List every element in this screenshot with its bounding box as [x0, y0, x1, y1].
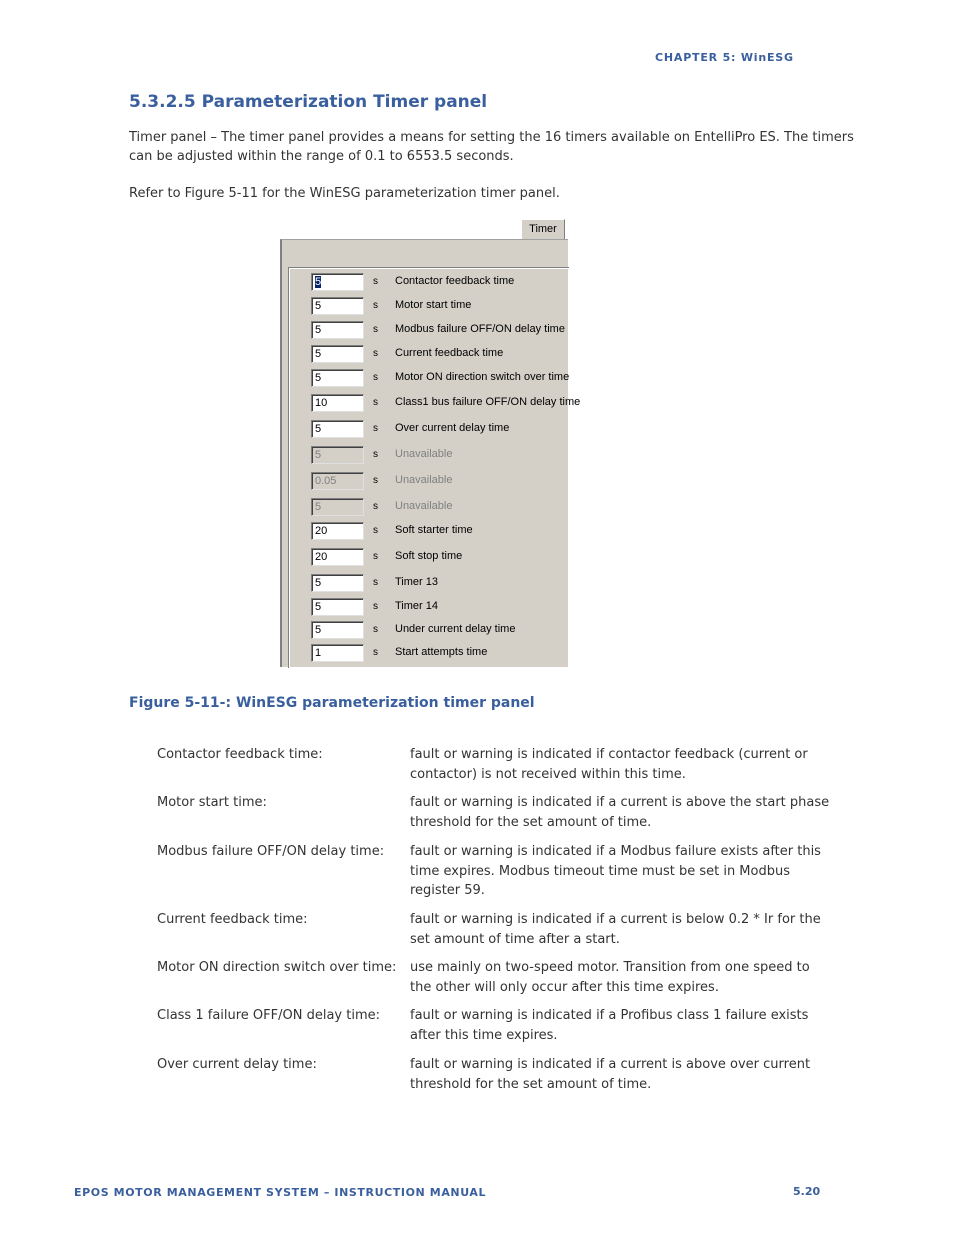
timer-unit-label: s — [373, 372, 378, 383]
timer-row — [311, 345, 573, 365]
definition-term: Motor ON direction switch over time: — [157, 960, 397, 975]
definition-term: Current feedback time: — [157, 912, 308, 927]
definition-term: Over current delay time: — [157, 1057, 317, 1072]
timer-value-input: 5 — [311, 498, 364, 516]
section-title: 5.3.2.5 Parameterization Timer panel — [129, 92, 488, 112]
timer-label: Soft starter time — [395, 524, 473, 536]
timer-row — [311, 420, 573, 440]
timer-unit-label: s — [373, 475, 378, 486]
timer-unit-label: s — [373, 525, 378, 536]
timer-label: Unavailable — [395, 448, 453, 460]
timer-row — [311, 574, 573, 594]
timer-label: Soft stop time — [395, 550, 463, 562]
timer-label: Unavailable — [395, 474, 453, 486]
timer-value-input: 5 — [311, 446, 364, 464]
timer-label: Timer 14 — [395, 600, 438, 612]
definition-description: fault or warning is indicated if a current is below 0.2 * Ir for the set amount of time after a start. — [410, 912, 821, 947]
timer-row — [311, 369, 573, 389]
timer-value-input[interactable]: 5 — [311, 345, 364, 363]
timer-label: Motor start time — [395, 299, 472, 311]
page-number: 5.20 — [793, 1185, 821, 1198]
timer-label: Over current delay time — [395, 422, 510, 434]
tab-timer[interactable]: Timer — [521, 219, 565, 240]
timer-value-input[interactable]: 5 — [311, 420, 364, 438]
timer-label: Motor ON direction switch over time — [395, 371, 570, 383]
timer-unit-label: s — [373, 324, 378, 335]
timer-panel-screenshot — [280, 218, 581, 667]
definition-description: fault or warning is indicated if a Profibus class 1 failure exists after this time expires. — [410, 1008, 809, 1043]
timer-value-input[interactable]: 5 — [311, 321, 364, 339]
timer-unit-label: s — [373, 577, 378, 588]
definition-term: Class 1 failure OFF/ON delay time: — [157, 1008, 380, 1023]
timer-row — [311, 522, 573, 542]
timer-label: Contactor feedback time — [395, 275, 515, 287]
timer-value-input[interactable]: 10 — [311, 394, 364, 412]
timer-value-input[interactable]: 1 — [311, 644, 364, 662]
definition-description: fault or warning is indicated if a Modbus failure exists after this time expires. Modbus timeout time must be set in Modbus register 59. — [410, 844, 821, 898]
definition-term: Contactor feedback time: — [157, 747, 323, 762]
timer-row — [311, 297, 573, 317]
timer-row — [311, 472, 573, 492]
definition-description: use mainly on two-speed motor. Transition from one speed to the other will only occur after this time expires. — [410, 960, 810, 995]
timer-unit-label: s — [373, 397, 378, 408]
timer-row — [311, 498, 573, 518]
definition-description: fault or warning is indicated if a current is above over current threshold for the set amount of time. — [410, 1057, 811, 1092]
timer-label: Unavailable — [395, 500, 453, 512]
timer-value-input[interactable]: 5 — [311, 598, 364, 616]
timer-label: Class1 bus failure OFF/ON delay time — [395, 396, 581, 408]
timer-unit-label: s — [373, 348, 378, 359]
timer-unit-label: s — [373, 300, 378, 311]
timer-unit-label: s — [373, 647, 378, 658]
timer-unit-label: s — [373, 624, 378, 635]
timer-unit-label: s — [373, 449, 378, 460]
figure-caption: Figure 5-11-: WinESG parameterization timer panel — [129, 695, 535, 711]
timer-unit-label: s — [373, 601, 378, 612]
figure-reference-paragraph: Refer to Figure 5-11 for the WinESG parameterization timer panel. — [129, 186, 560, 201]
timer-unit-label: s — [373, 423, 378, 434]
timer-unit-label: s — [373, 551, 378, 562]
timer-panel — [280, 239, 581, 667]
timer-value-input[interactable]: 20 — [311, 522, 364, 540]
timer-row — [311, 321, 573, 341]
definition-description: fault or warning is indicated if a current is above the start phase threshold for the set amount of time. — [410, 795, 830, 830]
timer-row — [311, 394, 581, 414]
timer-group — [288, 267, 581, 668]
timer-value-input[interactable]: 5 — [311, 621, 364, 639]
chapter-header: CHAPTER 5: WinESG — [655, 51, 794, 64]
timer-row — [311, 644, 573, 664]
timer-value-input[interactable]: 5 — [311, 369, 364, 387]
timer-value-input[interactable]: 20 — [311, 548, 364, 566]
timer-row — [311, 273, 573, 293]
timer-row — [311, 598, 573, 618]
manual-title: EPOS MOTOR MANAGEMENT SYSTEM – INSTRUCTION MANUAL — [74, 1186, 487, 1199]
timer-label: Start attempts time — [395, 646, 488, 658]
timer-label: Under current delay time — [395, 623, 516, 635]
timer-label: Current feedback time — [395, 347, 504, 359]
definition-description: fault or warning is indicated if contactor feedback (current or contactor) is not received within this time. — [410, 747, 808, 782]
intro-paragraph: Timer panel – The timer panel provides a means for setting the 16 timers available on EntelliPro ES. The timers can be adjusted within the range of 0.1 to 6553.5 seconds. — [129, 130, 854, 164]
timer-label: Modbus failure OFF/ON delay time — [395, 323, 565, 335]
timer-value-input[interactable]: 5 — [311, 574, 364, 592]
timer-label: Timer 13 — [395, 576, 438, 588]
definition-term: Motor start time: — [157, 795, 267, 810]
timer-value-input: 0.05 — [311, 472, 364, 490]
timer-value-input[interactable]: 5 — [311, 297, 364, 315]
timer-row — [311, 446, 573, 466]
timer-row — [311, 621, 573, 641]
timer-unit-label: s — [373, 501, 378, 512]
timer-row — [311, 548, 573, 568]
timer-value-input[interactable]: 5 — [311, 273, 364, 291]
definition-term: Modbus failure OFF/ON delay time: — [157, 844, 385, 859]
timer-unit-label: s — [373, 276, 378, 287]
